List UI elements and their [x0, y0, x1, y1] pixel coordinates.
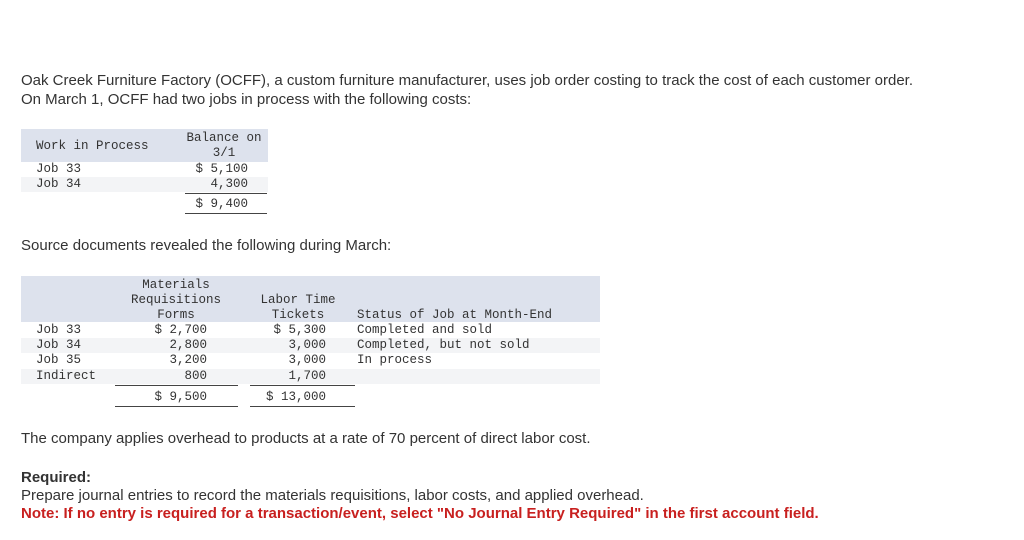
wip-header-label: Work in Process — [36, 139, 149, 153]
materials-total-underline — [115, 406, 238, 407]
intro-line-1: Oak Creek Furniture Factory (OCFF), a custom furniture manufacturer, uses job order costing to track the cost of each customer order. — [21, 72, 914, 89]
labor-total-underline — [250, 406, 355, 407]
header-materials-1: Materials — [142, 278, 210, 292]
source-row-labor: 3,000 — [288, 353, 326, 367]
wip-header-balance-2: 3/1 — [212, 146, 236, 160]
wip-header-balance-1: Balance on — [186, 131, 262, 145]
header-materials-3: Forms — [157, 308, 195, 322]
header-labor-2: Tickets — [271, 308, 325, 322]
source-row-job: Job 35 — [36, 353, 82, 367]
required-text: Prepare journal entries to record the materials requisitions, labor costs, and applied overhead. — [21, 487, 644, 504]
wip-total-underline — [185, 213, 267, 214]
labor-total: $ 13,000 — [265, 390, 326, 404]
source-row-job: Job 33 — [36, 323, 82, 337]
source-row-labor: 3,000 — [288, 338, 326, 352]
source-text: Source documents revealed the following during March: — [21, 237, 392, 254]
wip-row-job: Job 33 — [36, 162, 82, 176]
header-status: Status of Job at Month-End — [357, 308, 553, 322]
wip-row-balance: $ 5,100 — [195, 162, 248, 176]
source-row-status: In process — [357, 353, 433, 367]
source-row-materials: 800 — [184, 369, 207, 383]
source-row-materials: $ 2,700 — [154, 323, 207, 337]
labor-total-rule — [250, 385, 355, 386]
source-row-status: Completed, but not sold — [357, 338, 530, 352]
required-label: Required: — [21, 469, 92, 486]
intro-line-2: On March 1, OCFF had two jobs in process with the following costs: — [21, 91, 472, 108]
source-row-status: Completed and sold — [357, 323, 493, 337]
source-row-job: Indirect — [36, 369, 97, 383]
header-labor-1: Labor Time — [260, 293, 336, 307]
source-row-labor: $ 5,300 — [273, 323, 326, 337]
source-row-materials: 2,800 — [169, 338, 207, 352]
materials-total: $ 9,500 — [154, 390, 207, 404]
wip-row-balance: 4,300 — [210, 177, 248, 191]
source-row-materials: 3,200 — [169, 353, 207, 367]
source-row-job: Job 34 — [36, 338, 82, 352]
overhead-text: The company applies overhead to products at a rate of 70 percent of direct labor cost. — [21, 430, 591, 447]
wip-total-rule — [185, 193, 267, 194]
source-row-labor: 1,700 — [288, 369, 326, 383]
note-text: Note: If no entry is required for a transaction/event, select "No Journal Entry Required" in the first account field. — [21, 505, 819, 522]
materials-total-rule — [115, 385, 238, 386]
wip-row-job: Job 34 — [36, 177, 82, 191]
header-materials-2: Requisitions — [130, 293, 221, 307]
wip-total: $ 9,400 — [195, 197, 248, 211]
